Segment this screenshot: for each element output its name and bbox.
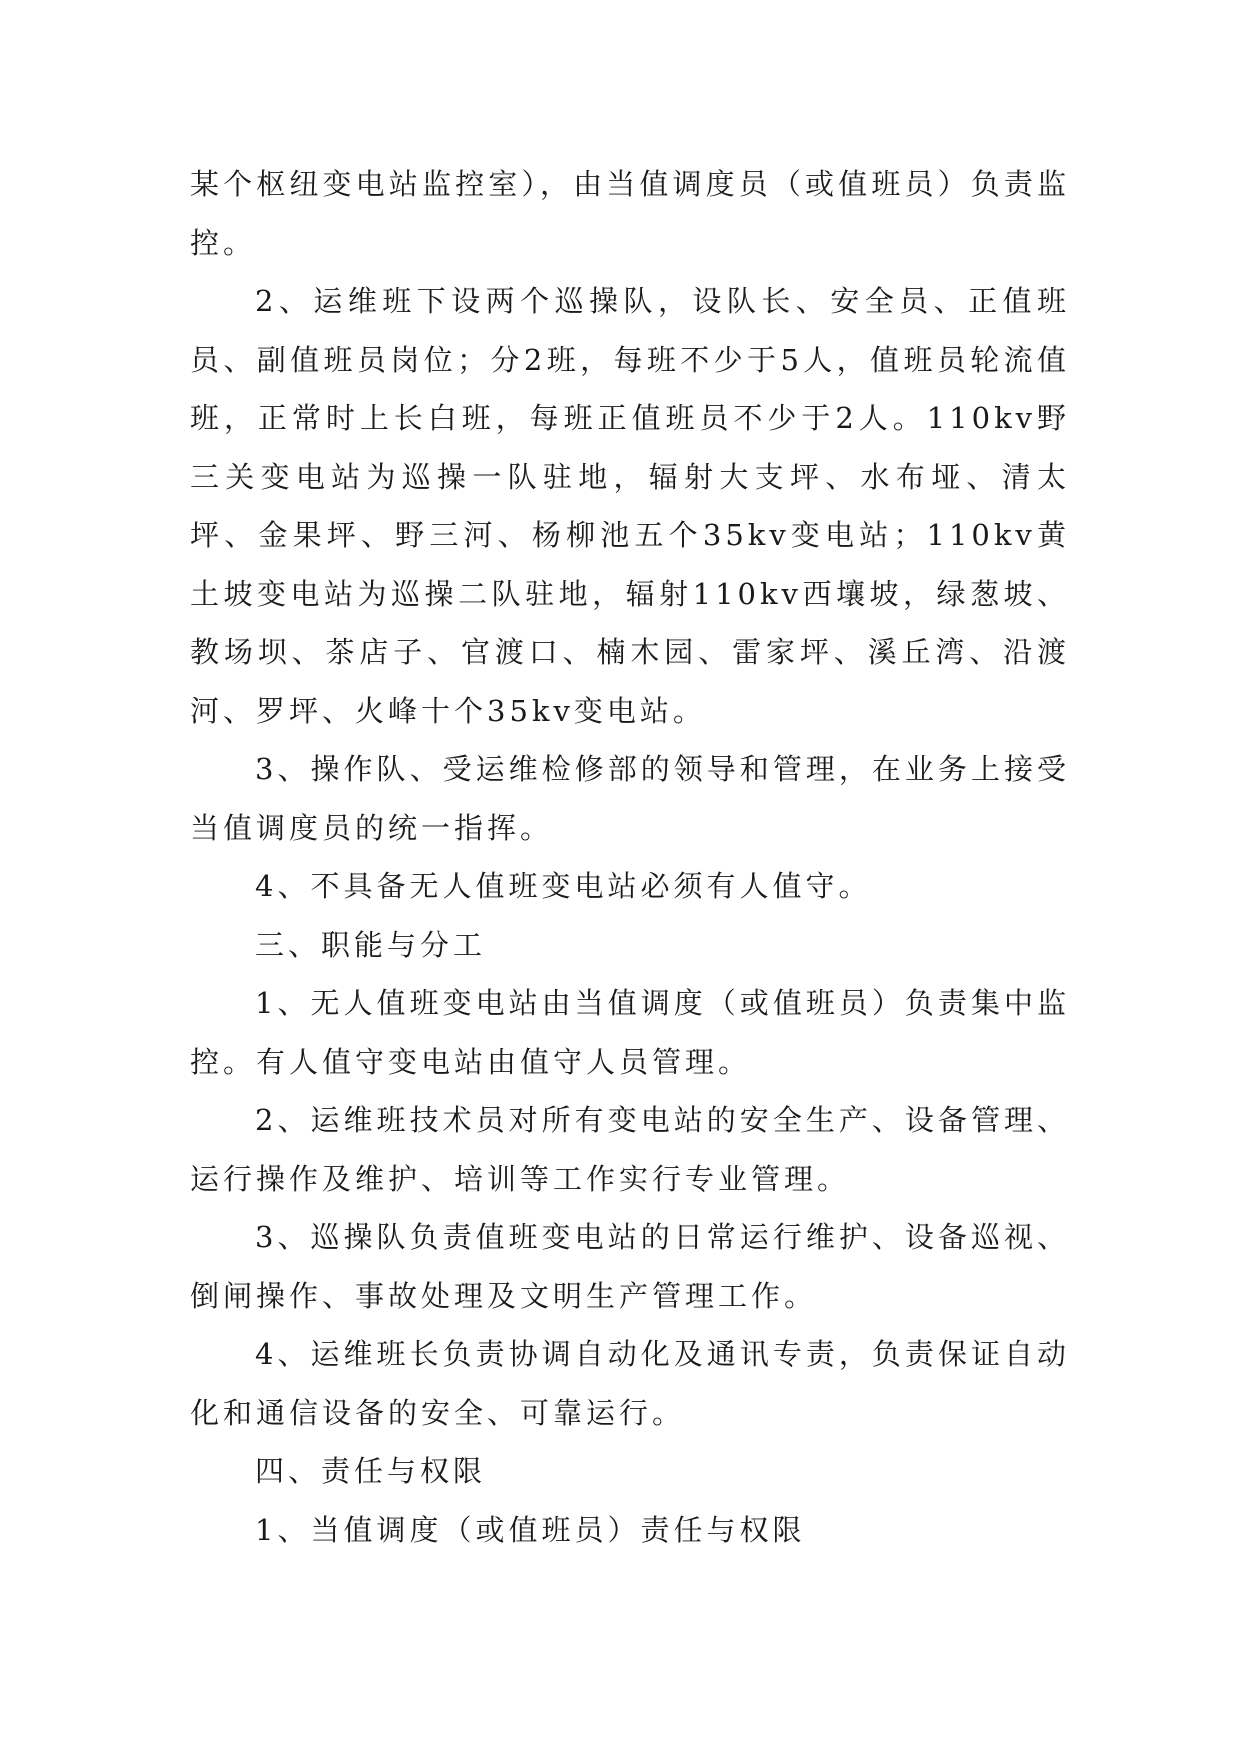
paragraph-7: 3、巡操队负责值班变电站的日常运行维护、设备巡视、倒闸操作、事故处理及文明生产管理工作。 bbox=[190, 1220, 1070, 1313]
paragraph-2: 2、运维班下设两个巡操队，设队长、安全员、正值班员、副值班员岗位；分2班，每班不少于5人，值班员轮流值班，正常时上长白班，每班正值班员不少于2人。110kv野三关变电站为巡操一队驻地，辐射大支坪、水布垭、清太坪、金果坪、野三河、杨柳池五个35kv变电站；110kv黄土坡变电站为巡操二队驻地，辐射110kv西壤坡，绿葱坡、教场坝、茶店子、官渡口、楠木园、雷家坪、溪丘湾、沿渡河、罗坪、火峰十个35kv变电站。 bbox=[190, 284, 1070, 728]
document-body bbox=[190, 155, 1070, 1559]
paragraph-4: 4、不具备无人值班变电站必须有人值守。 bbox=[255, 869, 872, 903]
paragraph-9: 1、当值调度（或值班员）责任与权限 bbox=[255, 1512, 806, 1547]
paragraph-3: 3、操作队、受运维检修部的领导和管理，在业务上接受当值调度员的统一指挥。 bbox=[190, 752, 1070, 845]
paragraph-8: 4、运维班长负责协调自动化及通讯专责，负责保证自动化和通信设备的安全、可靠运行。 bbox=[190, 1337, 1070, 1430]
paragraph-1: 某个枢纽变电站监控室），由当值调度员（或值班员）负责监控。 bbox=[190, 167, 1070, 260]
paragraph-5: 1、无人值班变电站由当值调度（或值班员）负责集中监控。有人值守变电站由值守人员管理。 bbox=[190, 986, 1070, 1079]
section-heading-4: 四、责任与权限 bbox=[255, 1454, 487, 1488]
paragraph-6: 2、运维班技术员对所有变电站的安全生产、设备管理、运行操作及维护、培训等工作实行专业管理。 bbox=[190, 1103, 1070, 1196]
section-heading-3: 三、职能与分工 bbox=[255, 927, 487, 962]
